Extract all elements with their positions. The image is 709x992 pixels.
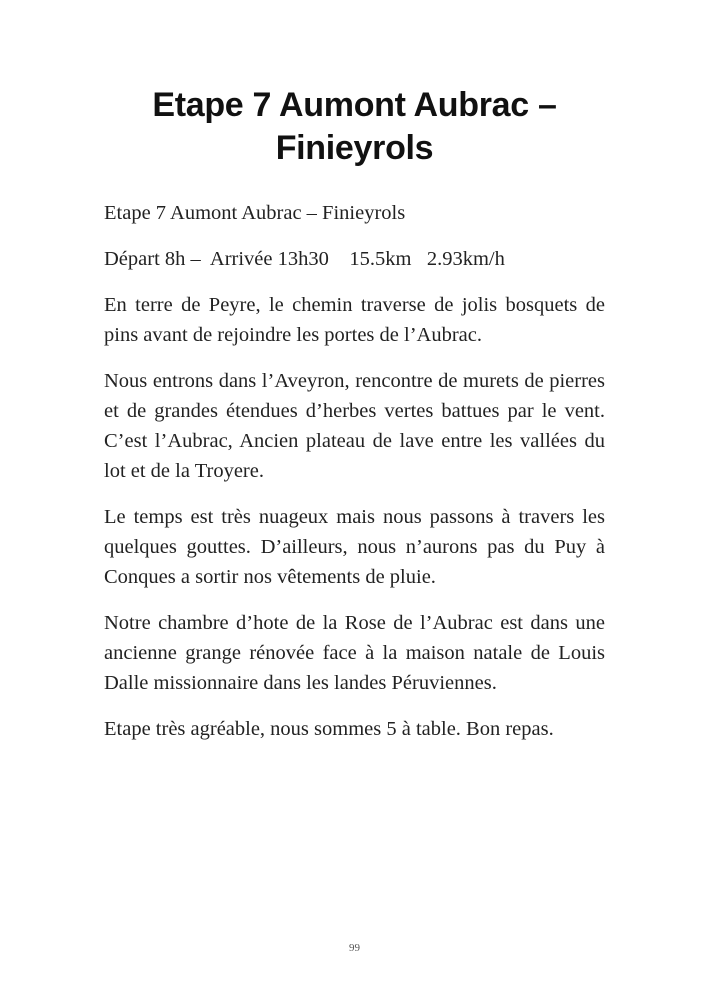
distance: 15.5km [349, 248, 412, 270]
average-speed: 2.93km/h [426, 248, 505, 270]
page-title: Etape 7 Aumont Aubrac – Finieyrols [152, 86, 557, 167]
paragraph-1: En terre de Peyre, le chemin traverse de jolis bosquets de pins avant de rejoindre les portes de l’Aubrac. [104, 294, 605, 346]
arrival-time: Arrivée 13h30 [209, 248, 329, 270]
departure-time: Départ 8h – [104, 248, 206, 270]
paragraph-2: Nous entrons dans l’Aveyron, rencontre de murets de pierres et de grandes étendues d’herbes vertes battues par le vent. C’est l’Aubrac, Ancien plateau de lave entre les vallées du lot et de la Troyere. [104, 370, 605, 482]
stage-subtitle: Etape 7 Aumont Aubrac – Finieyrols [104, 202, 406, 224]
paragraph-4: Notre chambre d’hote de la Rose de l’Aubrac est dans une ancienne grange rénovée face à la maison natale de Louis Dalle missionnaire dans les landes Péruviennes. [104, 612, 605, 694]
page-number: 99 [349, 942, 360, 954]
paragraph-3: Le temps est très nuageux mais nous passons à travers les quelques gouttes. D’ailleurs, nous n’aurons pas du Puy à Conques a sortir nos vêtements de pluie. [104, 506, 605, 588]
page-content [104, 84, 605, 760]
paragraph-5: Etape très agréable, nous sommes 5 à table. Bon repas. [104, 718, 554, 740]
stage-stats [104, 244, 605, 274]
